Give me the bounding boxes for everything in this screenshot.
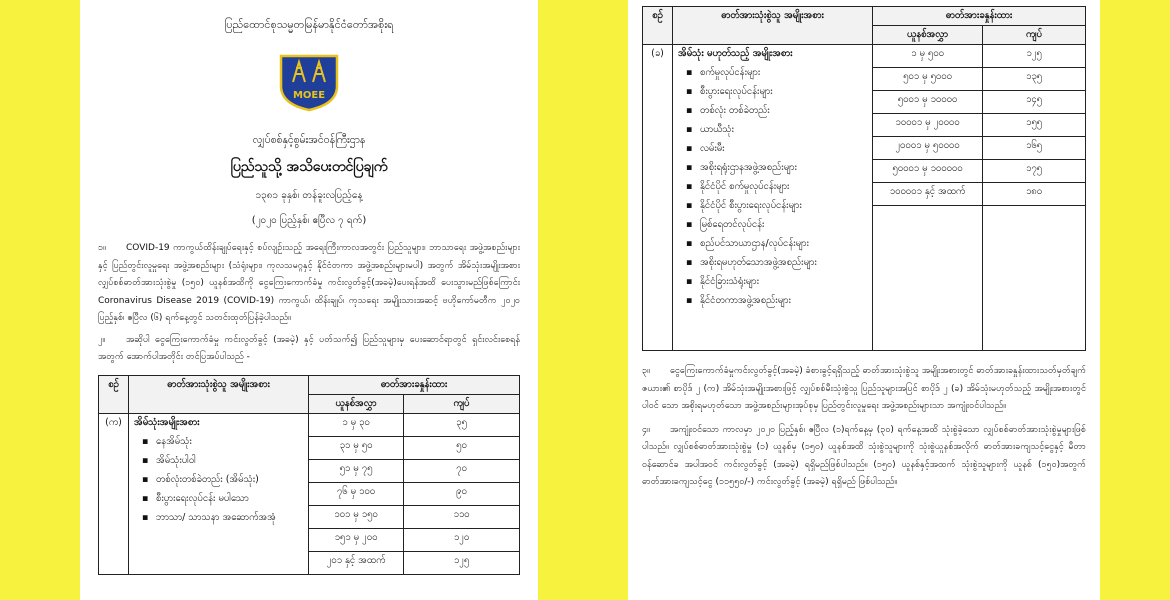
list-item: ▪ နိုင်ငံပိုင် စက်မှုလုပ်ငန်းများ: [700, 177, 867, 196]
tier-units: ၅၀၁ မှ ၅၀၀၀: [873, 68, 983, 91]
tier-units: ၁၀၁ မှ ၁၅၀: [309, 505, 404, 528]
list-item: ▪ နေအိမ်သုံး: [156, 432, 303, 451]
tier-kyat: ၇၀: [404, 459, 520, 482]
list-item: ▪ နိုင်ငံပိုင် စီးပွားရေးလုပ်ငန်းများ: [700, 196, 867, 215]
tariff-table-non-domestic: [642, 6, 1086, 351]
tier-kyat: ၅၀: [404, 436, 520, 459]
tier-units: ၇၆ မှ ၁၀၀: [309, 482, 404, 505]
paragraph-2-text: အဆိုပါ ငွေကြေးကောက်ခံမှု ကင်းလွတ်ခွင့် (အခမဲ့) နှင့် ပတ်သက်၍ ပြည်သူများမှ ပေးဆောင်ရာတွင် ရှင်းလင်းစေရန်အတွက် အောက်ပါအတိုင်း တင်ပြအပ်ပါသည် -: [98, 334, 520, 362]
category-list: [678, 63, 867, 310]
paragraph-3-number: ၃။: [642, 366, 650, 376]
list-item: ▪ နိုင်ငံခြားသံရုံးများ: [700, 272, 867, 291]
list-item: ▪ စက်မှုလုပ်ငန်းများ: [700, 63, 867, 82]
paragraph-1: [98, 240, 520, 328]
list-item: ▪ မြစ်ရေတင်လုပ်ငန်း: [700, 215, 867, 234]
ministry-name: လျှပ်စစ်နှင့်စွမ်းအင်ဝန်ကြီးဌာန: [252, 134, 366, 146]
paragraph-3: [642, 363, 1086, 416]
moee-logo: [98, 52, 520, 112]
tier-kyat: ၁၅၅: [983, 114, 1086, 137]
tier-kyat: ၁၂၀: [404, 528, 520, 551]
tier-kyat: ၁၁၀: [404, 505, 520, 528]
list-item: ▪ လမ်းမီး: [700, 139, 867, 158]
category-title: အိမ်သုံးအမျိုးအစား: [134, 416, 200, 428]
empty-cell: [983, 206, 1086, 351]
tier-units: ၂၀၁ နှင့် အထက်: [309, 551, 404, 574]
paragraph-3-text: ငွေကြေးကောက်ခံမှုကင်းလွတ်ခွင့်(အခမဲ့) ခံစားခွင့်ရရှိသည့် ဓာတ်အားသုံးစွဲသူ အမျိုးအစားတွင် ဓာတ်အားခနှုန်းထားသတ်မှတ်ချက်ဇယား၏ စာပိုဒ် ၂ (က) အိမ်သုံးအမျိုးအစားဖြင့် လျှပ်စစ်မီးသုံးစွဲသူ ပြည်သူများအပြင် စာပိုဒ် ၂ (ခ) အိမ်သုံးမဟုတ်သည့် အမျိုးအစားတွင် ပါဝင် သော အစိုးရမဟုတ်သော အဖွဲ့အစည်းများအုပ်စုမှ ပြည်တွင်းလူမှုရေး အဖွဲ့အစည်းများသာ အကျုံးဝင်ပါသည်။: [642, 366, 1086, 411]
category-title: အိမ်သုံး မဟုတ်သည့် အမျိုးအစား: [678, 48, 793, 59]
tier-kyat: ၁၆၅: [983, 137, 1086, 160]
paragraph-4: [642, 422, 1086, 492]
category-list: [134, 432, 303, 527]
tier-units: ၁၀၀၀၀၁ နှင့် အထက်: [873, 183, 983, 206]
government-header: ပြည်ထောင်စုသမ္မတမြန်မာနိုင်ငံတော်အစိုးရ: [224, 18, 394, 31]
tier-units: ၁၀၀၀၁ မှ ၂၀၀၀၀: [873, 114, 983, 137]
tier-kyat: ၁၇၅: [983, 160, 1086, 183]
header-rate: ဓာတ်အားခနှုန်းထား: [309, 375, 520, 394]
header-units: ယူနစ်အလွှာ: [873, 26, 983, 45]
header-no: စဉ်: [643, 7, 673, 45]
header-no: စဉ်: [99, 375, 129, 413]
tier-kyat: ၁၂၅: [404, 551, 520, 574]
tier-units: ၂၀၀၀၁ မှ ၅၀၀၀၀: [873, 137, 983, 160]
date-gregorian: (၂၀၂၀ ပြည့်နှစ်၊ ဧပြီလ ၇ ရက်): [251, 215, 367, 226]
tier-kyat: ၁၃၅: [983, 68, 1086, 91]
list-item: ▪ တစ်လုံးတစ်ခဲတည်း (အိမ်သုံး): [156, 470, 303, 489]
tier-kyat: ၁၈၀: [983, 183, 1086, 206]
paragraph-2: [98, 332, 520, 367]
row-number: (က): [99, 413, 129, 574]
tier-units: ၅၁ မှ ၇၅: [309, 459, 404, 482]
tier-units: ၁၅၁ မှ ၂၀၀: [309, 528, 404, 551]
list-item: ▪ တစ်လုံး တစ်ခဲတည်း: [700, 101, 867, 120]
notice-page-right: [628, 0, 1100, 600]
row-number: (ခ): [643, 45, 673, 351]
header-type: ဓာတ်အားသုံးစွဲသူ အမျိုးအစား: [129, 375, 309, 413]
tier-units: ၁ မှ ၅၀၀: [873, 45, 983, 68]
category-cell: [129, 413, 309, 574]
paragraph-2-number: ၂။: [98, 334, 106, 345]
date-myanmar: ၁၃၈၁ ခုနှစ်၊ တန်ခူးလပြည့်နေ့: [255, 190, 363, 201]
header-kyat: ကျပ်: [983, 26, 1086, 45]
tier-kyat: ၁၄၅: [983, 91, 1086, 114]
header-kyat: ကျပ်: [404, 394, 520, 413]
header-rate: ဓာတ်အားခနှုန်းထား: [873, 7, 1086, 26]
paragraph-4-text: အကျုံးဝင်သော ကာလမှာ ၂၀၂၀ ပြည့်နှစ်၊ ဧပြီလ (၁)ရက်နေ့မှ (၃၀) ရက်နေ့အထိ သုံးစွဲခဲ့သော လျှပ်စစ်ဓာတ်အားသုံးစွဲမှုများဖြစ်ပါသည်။ လျှပ်စစ်ဓာတ်အားသုံးစွဲမှု (၁) ယူနစ်မှ (၁၅၀) ယူနစ်အထိ သုံးစွဲသူများကို သုံးစွဲယူနစ်အလိုက် ဓာတ်အားခကျသင့်ငွေနှင့် မီတာဝန်ဆောင်ခ အပါအဝင် ကင်းလွတ်ခွင့် (အခမဲ့) ရရှိမည်ဖြစ်ပါသည်။ (၁၅၀) ယူနစ်နှင့်အထက် သုံးစွဲသူများကို ယူနစ် (၁၅၀)အတွက် ဓာတ်အားခကျသင့်ငွေ (၁၁၅၅၀/-) ကင်းလွတ်ခွင့် (အခမဲ့) ရရှိမည် ဖြစ်ပါသည်။: [642, 424, 1086, 487]
header-type: ဓာတ်အားသုံးစွဲသူ အမျိုးအစား: [673, 7, 873, 45]
tier-units: ၅၀၀၁ မှ ၁၀၀၀၀: [873, 91, 983, 114]
tariff-table-domestic: [98, 375, 520, 575]
category-cell: [673, 45, 873, 351]
notice-title: ပြည်သူသို့ အသိပေးတင်ပြချက်: [230, 159, 388, 175]
paragraph-4-number: ၄။: [642, 424, 650, 435]
tier-units: ၁ မှ ၃၀: [309, 413, 404, 436]
tier-kyat: ၃၅: [404, 413, 520, 436]
empty-cell: [873, 206, 983, 351]
tier-units: ၅၀၀၀၁ မှ ၁၀၀၀၀၀: [873, 160, 983, 183]
moee-shield-icon: [277, 52, 341, 112]
paragraph-1-text: COVID-19 ကာကွယ်ထိန်းချုပ်ရေးနှင့် စပ်လျဉ်းသည့် အရေးကြီးကာလအတွင်း ပြည်သူများ၊ ဘာသာရေး အဖွဲ့အစည်းများနှင့် ပြည်တွင်းလူမှုရေး အဖွဲ့အစည်းများ (သံရုံးများ၊ ကုလသမဂ္ဂနှင့် နိုင်ငံတကာ အဖွဲ့အစည်းများမပါ) အတွက် အိမ်သုံးအမျိုးအစား လျှပ်စစ်ဓာတ်အားသုံးစွဲမှု (၁၅၀) ယူနစ်အထိကို ငွေကြေးကောက်ခံမှု ကင်းလွတ်ခွင့်(အခမဲ့)ပေးရန်အထိ ပေးသွားမည်ဖြစ်ကြောင်း Coronavirus Disease 2019 (COVID-19) ကာကွယ်၊ ထိန်းချုပ်၊ ကုသရေး အမျိုးသားအဆင့် ဗဟိုကော်မတီက ၂၀၂၀ ပြည့်နှစ်၊ ဧပြီလ (၆) ရက်နေ့တွင် သတင်းထုတ်ပြန်ခဲ့ပါသည်။: [98, 243, 520, 323]
logo-text: MOEE: [292, 90, 326, 101]
header-units: ယူနစ်အလွှာ: [309, 394, 404, 413]
tier-kyat: ၉၀: [404, 482, 520, 505]
list-item: ▪ နိုင်ငံတကာအဖွဲ့အစည်းများ: [700, 291, 867, 310]
list-item: ▪ အစိုးရရုံးဌာနအဖွဲ့အစည်းများ: [700, 158, 867, 177]
paragraph-1-number: ၁။: [98, 243, 106, 253]
list-item: ▪ ယာယီသုံး: [700, 120, 867, 139]
tier-units: ၃၁ မှ ၅၀: [309, 436, 404, 459]
list-item: ▪ စီးပွားရေးလုပ်ငန်း မပါသော: [156, 489, 303, 508]
list-item: ▪ စီးပွားရေးလုပ်ငန်းများ: [700, 82, 867, 101]
list-item: ▪ အစိုးရမဟုတ်သောအဖွဲ့အစည်းများ: [700, 253, 867, 272]
list-item: ▪ အိမ်သုံးပါဝါ: [156, 451, 303, 470]
tier-kyat: ၁၂၅: [983, 45, 1086, 68]
list-item: ▪ စည်ပင်သာယာဌာန/လုပ်ငန်းများ: [700, 234, 867, 253]
notice-page-left: [80, 0, 538, 600]
list-item-continuation: ▪ ဘာသာ/ သာသနာ အဆောက်အအုံ: [156, 508, 303, 527]
